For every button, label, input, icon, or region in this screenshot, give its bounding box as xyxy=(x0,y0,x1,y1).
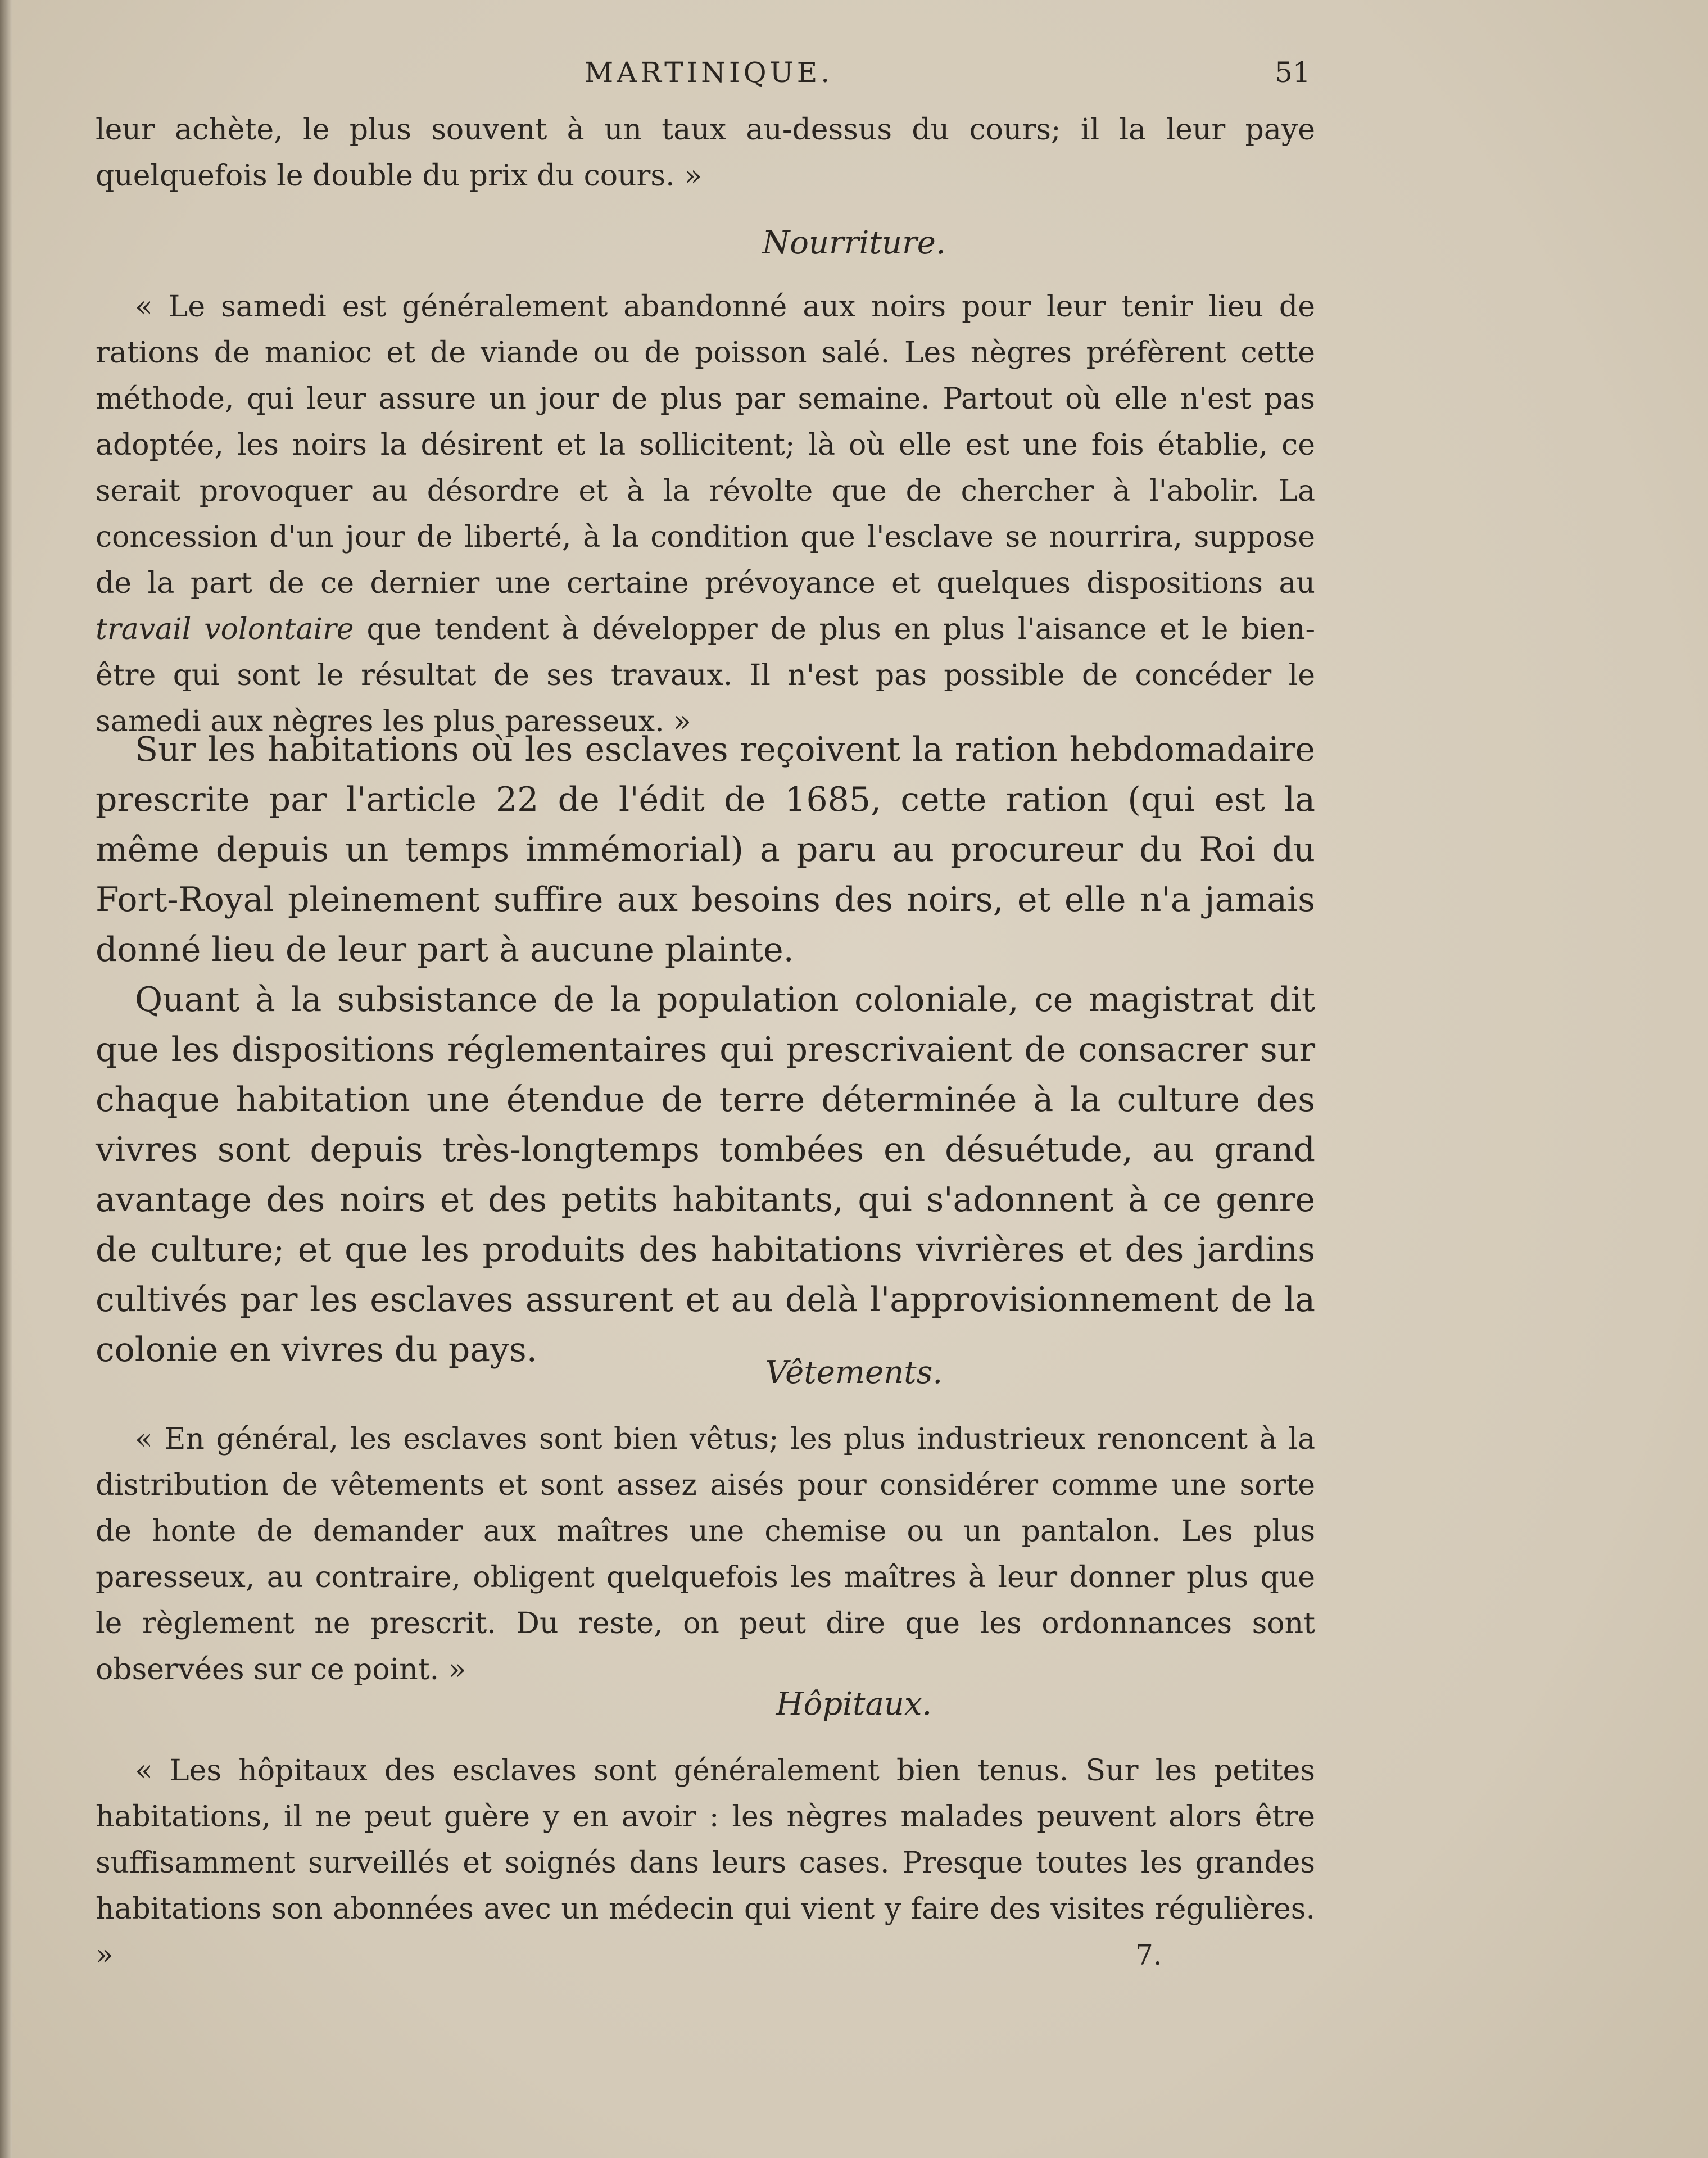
heading-vetements: Vêtements. xyxy=(765,1354,943,1391)
nourriture-quote-part1: « Le samedi est généralement abandonné aux noirs pour leur tenir lieu de rations de manioc et de viande ou de poisson salé. Les nègres préfèrent cette méthode, qui leur assure un jour de plus par semaine. Partout où elle n'est pas adoptée, les noirs la désirent et la sollicitent; là où elle est une fois établie, ce serait provoquer au désordre et à la révolte que de chercher à l'abolir. La concession d'un jour de liberté, à la condition que l'esclave se nourrira, suppose de la part de ce dernier une certaine prévoyance et quelques dispositions au xyxy=(96,290,1315,600)
running-title: MARTINIQUE. xyxy=(585,56,833,89)
heading-nourriture: Nourriture. xyxy=(762,225,946,261)
nourriture-quote-part2: que tendent à développer de plus en plus l'aisance et le bien-être qui sont le résultat de ses travaux. Il n'est pas possible de concéder le samedi aux nègres les plus paresseux. » xyxy=(96,613,1316,738)
signature-mark: 7. xyxy=(1135,1939,1162,1971)
nourriture-paragraph-2: Quant à la subsistance de la population coloniale, ce magistrat dit que les dispositions réglementaires qui prescrivaient de consacrer sur chaque habitation une étendue de terre déterminée à la culture des vivres sont depuis très-longtemps tombées en désuétude, au grand avantage des noirs et des petits habitants, qui s'adonnent à ce genre de culture; et que les produits des habitations vivrières et des jardins cultivés par les esclaves assurent et au delà l'approvisionnement de la colonie en vivres du pays. xyxy=(96,980,1315,1370)
heading-hopitaux: Hôpitaux. xyxy=(776,1686,932,1722)
hopitaux-quote: « Les hôpitaux des esclaves sont généralement bien tenus. Sur les petites habitations, il ne peut guère y en avoir : les nègres malades peuvent alors être suffisamment surveillés et soignés dans leurs cases. Presque toutes les grandes habitations son abonnées avec un médecin qui vient y faire des visites régulières. » xyxy=(96,1754,1315,1972)
intro-paragraph: leur achète, le plus souvent à un taux au-dessus du cours; il la leur paye quelquefois le double du prix du cours. » xyxy=(96,113,1315,193)
page-header xyxy=(0,56,1708,101)
nourriture-emphasis: travail volontaire xyxy=(96,613,354,646)
nourriture-paragraph-1: Sur les habitations où les esclaves reçoivent la ration hebdomadaire prescrite par l'article 22 de l'édit de 1685, cette ration (qui est la même depuis un temps immémorial) a paru au procureur du Roi du Fort-Royal pleinement suffire aux besoins des noirs, et elle n'a jamais donné lieu de leur part à aucune plainte. xyxy=(96,730,1315,969)
binding-edge xyxy=(0,0,12,2158)
vetements-quote: « En général, les esclaves sont bien vêtus; les plus industrieux renoncent à la distribution de vêtements et sont assez aisés pour considérer comme une sorte de honte de demander aux maîtres une chemise ou un pantalon. Les plus paresseux, au contraire, obligent quelquefois les maîtres à leur donner plus que le règlement ne prescrit. Du reste, on peut dire que les ordonnances sont observées sur ce point. » xyxy=(96,1422,1315,1686)
nourriture-quote xyxy=(96,284,1315,745)
page-number: 51 xyxy=(1275,56,1311,89)
